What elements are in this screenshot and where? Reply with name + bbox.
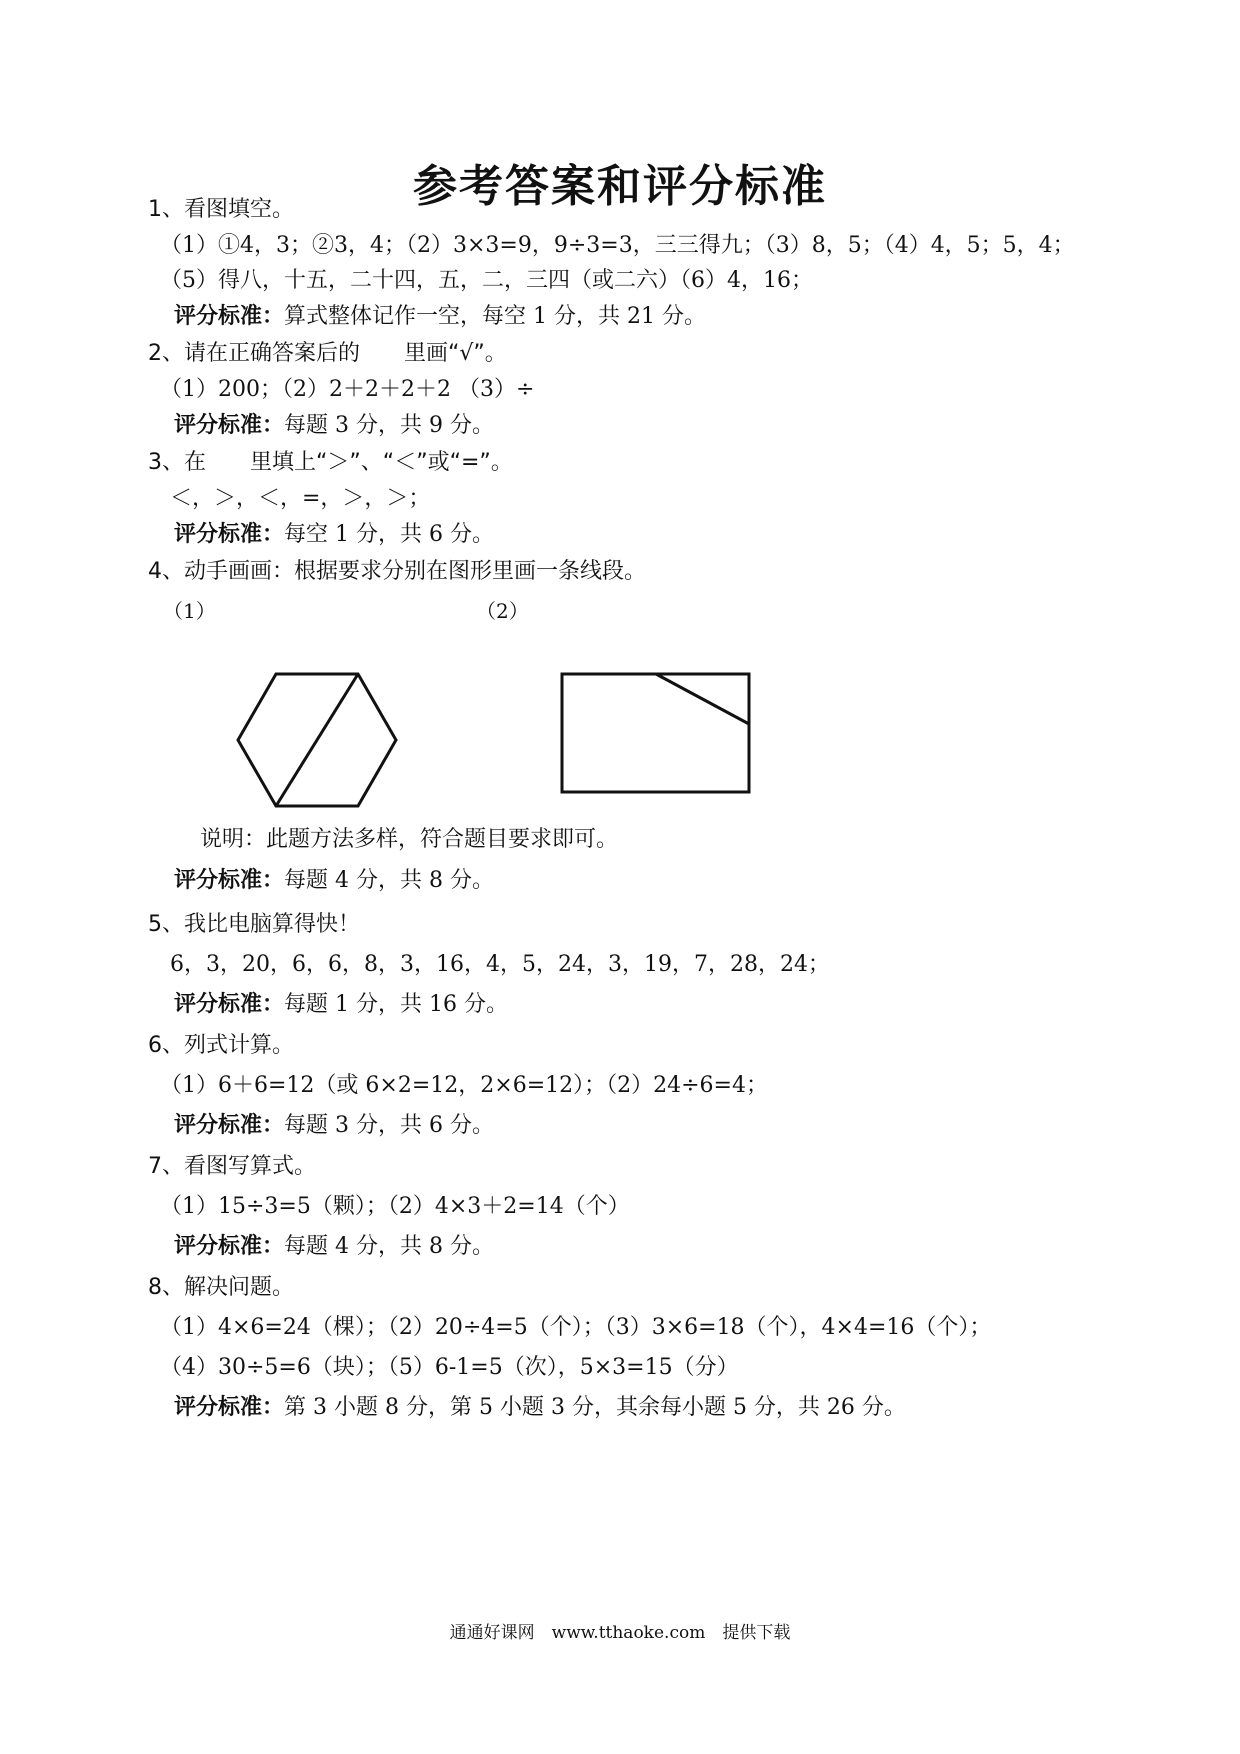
section-1-answer-1: （1）①4，3；②3，4；（2）3×3=9，9÷3=3，三三得九；（3）8，5；（4）4，5；5，4； bbox=[160, 233, 1075, 258]
section-6-score bbox=[174, 1111, 494, 1141]
section-1-heading: 1、看图填空。 bbox=[148, 197, 294, 222]
score-label: 评分标准： bbox=[174, 992, 285, 1017]
score-label: 评分标准： bbox=[174, 304, 285, 329]
score-label: 评分标准： bbox=[174, 522, 285, 547]
score-text: 每题 4 分，共 8 分。 bbox=[284, 1234, 494, 1259]
section-4-heading: 4、动手画画：根据要求分别在图形里画一条线段。 bbox=[148, 559, 646, 584]
section-8-answer-2: （4）30÷5=6（块）；（5）6-1=5（次），5×3=15（分） bbox=[160, 1355, 739, 1380]
section-7-answer-1: （1）15÷3=5（颗）；（2）4×3＋2=14（个） bbox=[160, 1194, 630, 1219]
section-3-score bbox=[174, 520, 494, 550]
page-title: 参考答案和评分标准 bbox=[413, 161, 827, 212]
section-1-score bbox=[174, 302, 706, 332]
section-5-heading: 5、我比电脑算得快！ bbox=[148, 912, 360, 937]
score-text: 算式整体记作一空，每空 1 分，共 21 分。 bbox=[284, 304, 706, 329]
section-5-answer-1: 6，3，20，6，6，8，3，16，4，5，24，3，19，7，28，24； bbox=[170, 952, 830, 977]
rectangle-dividing-segment bbox=[656, 674, 749, 724]
score-label: 评分标准： bbox=[174, 1234, 285, 1259]
section-4-score bbox=[174, 866, 494, 896]
score-text: 第 3 小题 8 分，第 5 小题 3 分，其余每小题 5 分，共 26 分。 bbox=[284, 1395, 906, 1420]
section-6-answer-1: （1）6＋6=12（或 6×2=12，2×6=12）；（2）24÷6=4； bbox=[160, 1073, 768, 1098]
score-label: 评分标准： bbox=[174, 868, 285, 893]
score-text: 每题 3 分，共 6 分。 bbox=[284, 1113, 494, 1138]
section-5-score bbox=[174, 990, 508, 1020]
section-8-score bbox=[174, 1393, 906, 1423]
score-label: 评分标准： bbox=[174, 1113, 285, 1138]
section-8-heading: 8、解决问题。 bbox=[148, 1275, 294, 1300]
score-label: 评分标准： bbox=[174, 413, 285, 438]
score-text: 每空 1 分，共 6 分。 bbox=[284, 522, 494, 547]
section-4-note: 说明：此题方法多样，符合题目要求即可。 bbox=[200, 827, 619, 852]
hexagon-dividing-segment bbox=[276, 674, 358, 806]
section-7-heading: 7、看图写算式。 bbox=[148, 1154, 316, 1179]
figure-1-label: （1） bbox=[163, 599, 216, 623]
section-6-heading: 6、列式计算。 bbox=[148, 1033, 294, 1058]
section-8-answer-1: （1）4×6=24（棵）；（2）20÷4=5（个）；（3）3×6=18（个），4×4=16（个）； bbox=[160, 1315, 992, 1340]
section-7-score bbox=[174, 1232, 494, 1262]
section-2-answer-1: （1）200；（2）2＋2＋2＋2 （3）÷ bbox=[160, 377, 535, 402]
section-3-answer-1: ＜，＞，＜，=，＞，＞； bbox=[170, 486, 431, 511]
score-text: 每题 3 分，共 9 分。 bbox=[284, 413, 494, 438]
section-2-heading: 2、请在正确答案后的 里画“√”。 bbox=[148, 341, 507, 366]
section-3-heading: 3、在 里填上“＞”、“＜”或“=”。 bbox=[148, 450, 513, 475]
hexagon-figure bbox=[236, 672, 400, 810]
figure-2-label: （2） bbox=[476, 599, 529, 623]
section-2-score bbox=[174, 411, 494, 441]
section-1-answer-2: （5）得八，十五，二十四，五，二，三四（或二六）（6）4，16； bbox=[160, 268, 813, 293]
rectangle-shape bbox=[562, 674, 749, 792]
score-text: 每题 1 分，共 16 分。 bbox=[284, 992, 508, 1017]
rectangle-figure bbox=[560, 672, 752, 796]
page-footer: 通通好课网 www.tthaoke.com 提供下载 bbox=[449, 1623, 791, 1643]
score-label: 评分标准： bbox=[174, 1395, 285, 1420]
score-text: 每题 4 分，共 8 分。 bbox=[284, 868, 494, 893]
